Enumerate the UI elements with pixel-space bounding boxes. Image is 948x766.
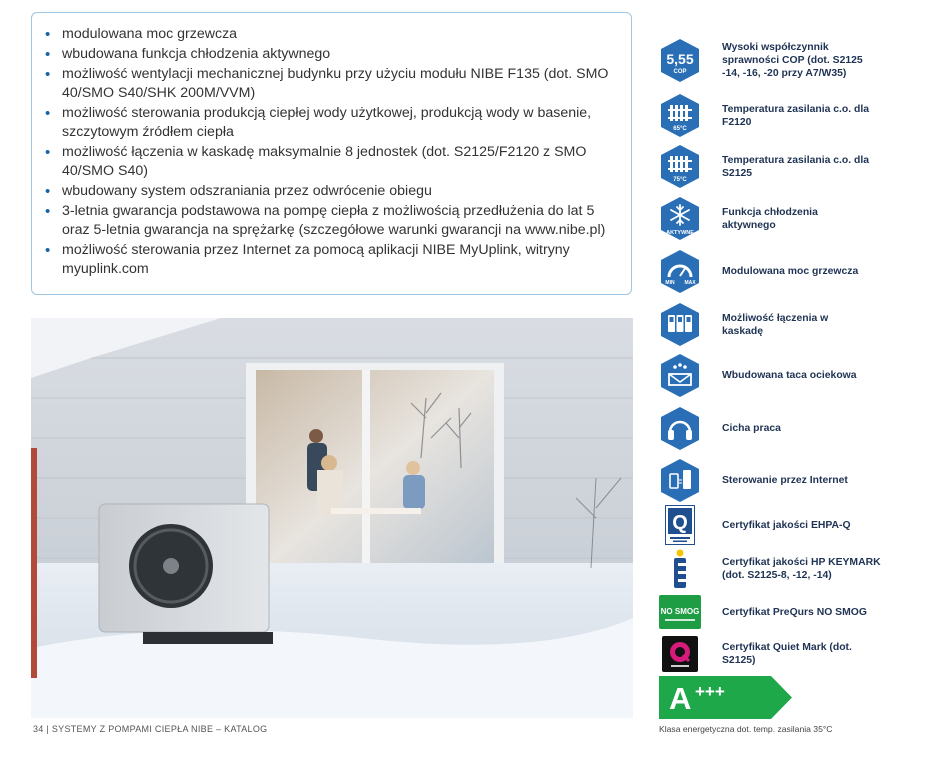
cooling-caption: AKTYWNE — [666, 230, 694, 236]
internet-control-icon — [659, 458, 701, 503]
feature-label: Certyfikat PreQurs NO SMOG — [722, 606, 867, 618]
feature-label: Certyfikat jakości HP KEYMARK (dot. S2125-8, -12, -14) — [722, 557, 881, 581]
feature-hp-keymark — [659, 549, 944, 589]
energy-class-plus: +++ — [695, 682, 725, 701]
feature-ehpa-q — [659, 505, 944, 545]
cop-value: 5,55 — [666, 51, 694, 67]
feature-label: Certyfikat jakości EHPA-Q — [722, 519, 851, 531]
bullet-item: • możliwość sterowania przez Internet za pomocą aplikacji NIBE MyUplink, witryny myuplink.com — [44, 241, 617, 279]
bullet-item: • modulowana moc grzewcza — [44, 25, 617, 44]
energy-class-letter: A — [669, 681, 692, 716]
feature-temp-s2125 — [659, 144, 944, 189]
feature-label: Cicha praca — [722, 423, 781, 434]
temp-caption: 65°C — [673, 126, 687, 132]
feature-temp-f2120 — [659, 93, 944, 138]
radiator-65-icon — [659, 93, 701, 138]
page-footer: 34 | SYSTEMY Z POMPAMI CIEPŁA NIBE – KATALOG — [33, 724, 268, 734]
quiet-mark-logo — [659, 636, 701, 672]
bullet-item: • możliwość sterowania produkcją ciepłej wody użytkowej, produkcją wody w basenie, szczytowym źródłem ciepła — [44, 104, 617, 142]
radiator-75-icon — [659, 144, 701, 189]
no-smog-logo — [659, 595, 701, 629]
feature-cascade — [659, 302, 944, 347]
feature-label: Wbudowana taca ociekowa — [722, 370, 857, 381]
temp-caption: 75°C — [673, 177, 687, 183]
bullet-item: • 3-letnia gwarancja podstawowa na pompę ciepła z możliwością przedłużenia do lat 5 oraz 5-letnia gwarancja na sprężarkę (szczegółowe warunki gwarancji na www.nibe.pl) — [44, 202, 617, 240]
feature-cop — [659, 38, 944, 83]
snowflake-icon — [659, 196, 701, 241]
feature-label: Certyfikat Quiet Mark (dot. S2125) — [722, 642, 852, 666]
feature-internet — [659, 458, 944, 503]
min-max-gauge-icon — [659, 249, 701, 294]
feature-quiet-mark — [659, 636, 944, 672]
feature-drip-tray — [659, 353, 944, 398]
hp-keymark-logo — [659, 549, 701, 589]
max-caption: MAX — [684, 280, 696, 286]
feature-label: Możliwość łączenia w kaskadę — [722, 312, 829, 337]
feature-no-smog — [659, 595, 944, 629]
cop-caption: COP — [673, 69, 687, 75]
features-bullet-list — [44, 25, 617, 279]
feature-label: Funkcja chłodzenia aktywnego — [722, 206, 818, 231]
bullet-item: • możliwość łączenia w kaskadę maksymalnie 8 jednostek (dot. S2125/F2120 z SMO 40/SMO S40) — [44, 143, 617, 181]
bullet-item: • możliwość wentylacji mechanicznej budynku przy użyciu modułu NIBE F135 (dot. SMO 40/SMO S40/SHK 200M/VVM) — [44, 65, 617, 103]
cascade-icon — [659, 302, 701, 347]
bullet-item: • wbudowana funkcja chłodzenia aktywnego — [44, 45, 617, 64]
min-caption: MIN — [665, 280, 675, 286]
bullet-item: • wbudowany system odszraniania przez odwrócenie obiegu — [44, 182, 617, 201]
feature-label: Modulowana moc grzewcza — [722, 266, 859, 277]
feature-label: Temperatura zasilania c.o. dla F2120 — [722, 103, 870, 128]
svg-text:Q: Q — [672, 512, 688, 534]
headphones-icon — [659, 406, 701, 451]
feature-label: Sterowanie przez Internet — [722, 475, 848, 486]
ehpa-q-logo — [659, 505, 701, 545]
product-photo — [31, 318, 633, 718]
feature-modulated-power — [659, 249, 944, 294]
feature-cooling — [659, 196, 944, 241]
feature-quiet — [659, 406, 944, 451]
feature-label: Wysoki współczynnik sprawności COP (dot. S2125 -14, -16, -20 przy A7/W35) — [722, 42, 863, 79]
no-smog-text: NO SMOG — [660, 607, 700, 616]
drip-tray-icon — [659, 353, 701, 398]
features-bullet-box — [31, 12, 632, 295]
energy-class-badge — [659, 676, 793, 724]
feature-label: Temperatura zasilania c.o. dla S2125 — [722, 154, 870, 179]
energy-class-footnote: Klasa energetyczna dot. temp. zasilania 35°C — [659, 724, 833, 734]
cop-icon — [659, 38, 701, 83]
